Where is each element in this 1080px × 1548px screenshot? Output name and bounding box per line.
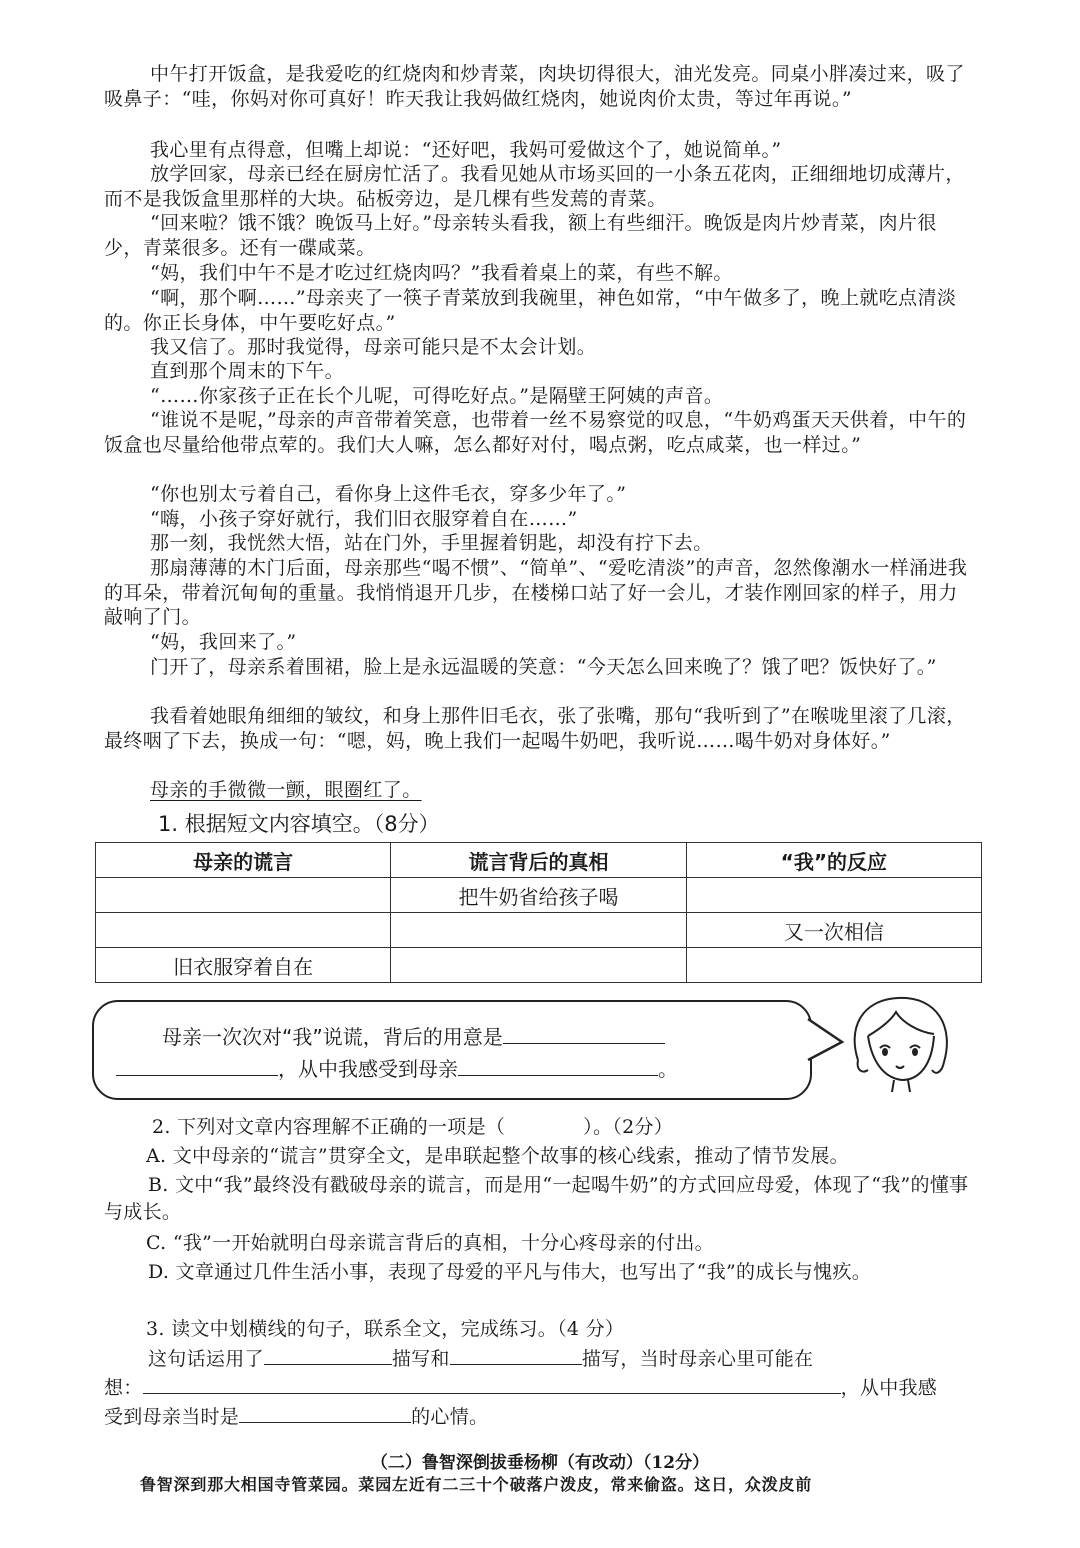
bubble-tail bbox=[796, 1016, 846, 1066]
story-paragraph: “啊，那个啊……”母亲夹了一筷子青菜放到我碗里，神色如常，“中午做多了，晚上就吃点清淡的。你正长身体，中午要吃好点。” bbox=[104, 287, 957, 334]
answer-blank[interactable] bbox=[143, 1375, 841, 1394]
answer-blank[interactable] bbox=[458, 1057, 658, 1076]
q3-text: 描写和 bbox=[391, 1348, 450, 1370]
q3-text: 想： bbox=[104, 1377, 143, 1399]
story-paragraph: 中午打开饭盒，是我爱吃的红烧肉和炒青菜，肉块切得很大，油光发亮。同桌小胖凑过来，吸了吸鼻子：“哇，你妈对你可真好！昨天我让我妈做红烧肉，她说肉价太贵，等过年再说。” bbox=[104, 63, 965, 110]
q3-text: 这句话运用了 bbox=[148, 1348, 264, 1370]
table-row bbox=[96, 913, 982, 948]
option-b[interactable]: B. 文中“我”最终没有戳破母亲的谎言，而是用“一起喝牛奶”的方式回应母爱，体现了“我”的懂事与成长。 bbox=[104, 1174, 969, 1223]
table-cell-input[interactable] bbox=[686, 878, 981, 913]
story-paragraph: 那扇薄薄的木门后面，母亲那些“喝不惯”、“简单”、“爱吃清淡”的声音，忽然像潮水一样涌进我的耳朵，带着沉甸甸的重量。我悄悄退开几步，在楼梯口站了好一会儿，才装作刚回家的样子，用力敲响了门。 bbox=[104, 557, 968, 628]
q3-text: 受到母亲当时是 bbox=[104, 1406, 240, 1428]
story-paragraph: “……你家孩子正在长个儿呢，可得吃好点。”是隔壁王阿姨的声音。 bbox=[150, 385, 724, 407]
table-cell-input[interactable] bbox=[96, 878, 391, 913]
q3-line-1 bbox=[148, 1346, 813, 1373]
girl-avatar-icon bbox=[846, 990, 956, 1095]
answer-blank[interactable] bbox=[450, 1346, 582, 1365]
answer-table bbox=[95, 842, 982, 983]
q3-text: 描写，当时母亲心里可能在 bbox=[581, 1348, 814, 1370]
story-paragraph: 我心里有点得意，但嘴上却说：“还好吧，我妈可爱做这个了，她说简单。” bbox=[150, 139, 782, 161]
q3-title: 3. 读文中划横线的句子，联系全文，完成练习。（4 分） bbox=[146, 1318, 625, 1340]
story-paragraph: 门开了，母亲系着围裙，脸上是永远温暖的笑意：“今天怎么回来晚了？饿了吧？饭快好了。” bbox=[150, 656, 937, 678]
answer-blank[interactable] bbox=[116, 1057, 278, 1076]
bubble-text: ，从中我感受到母亲 bbox=[278, 1057, 458, 1081]
story-paragraph: 我又信了。那时我觉得，母亲可能只是不太会计划。 bbox=[150, 336, 597, 358]
story-paragraph: “回来啦？饿不饿？晚饭马上好。”母亲转头看我，额上有些细汗。晚饭是肉片炒青菜，肉片很少，青菜很多。还有一碟咸菜。 bbox=[104, 212, 937, 259]
table-cell-input[interactable] bbox=[96, 913, 391, 948]
answer-blank[interactable] bbox=[503, 1025, 665, 1044]
table-cell-input[interactable] bbox=[391, 948, 686, 983]
option-d[interactable]: D. 文章通过几件生活小事，表现了母爱的平凡与伟大，也写出了“我”的成长与愧疚。 bbox=[148, 1261, 872, 1283]
story-paragraph: “妈，我们中午不是才吃过红烧肉吗？”我看着桌上的菜，有些不解。 bbox=[150, 262, 733, 284]
table-cell: 旧衣服穿着自在 bbox=[96, 948, 391, 983]
bubble-line-1 bbox=[162, 1024, 665, 1050]
table-header: 母亲的谎言 bbox=[96, 843, 391, 878]
q1-title: 1. 根据短文内容填空。（8分） bbox=[158, 812, 440, 836]
table-cell-input[interactable] bbox=[686, 948, 981, 983]
q2-title-text: 2. 下列对文章内容理解不正确的一项是（ bbox=[152, 1116, 506, 1138]
story-paragraph: “你也别太亏着自己，看你身上这件毛衣，穿多少年了。” bbox=[150, 483, 627, 505]
story-paragraph: 放学回家，母亲已经在厨房忙活了。我看见她从市场买回的一小条五花肉，正细细地切成薄片，而不是我饭盒里那样的大块。砧板旁边，是几棵有些发蔫的青菜。 bbox=[104, 163, 965, 210]
bubble-line-2 bbox=[116, 1056, 678, 1082]
table-header: “我”的反应 bbox=[686, 843, 981, 878]
q2-title bbox=[152, 1114, 673, 1141]
table-cell-input[interactable] bbox=[391, 913, 686, 948]
story-underlined-sentence bbox=[104, 778, 970, 803]
q2-title-end: ）。（2分） bbox=[583, 1116, 674, 1138]
speech-bubble bbox=[92, 1000, 812, 1100]
bubble-text: 母亲一次次对“我”说谎，背后的用意是 bbox=[162, 1025, 503, 1049]
section-text: 鲁智深到那大相国寺管菜园。菜园左近有二三十个破落户泼皮，常来偷盗。这日，众泼皮前 bbox=[140, 1475, 813, 1494]
option-c[interactable]: C. “我”一开始就明白母亲谎言背后的真相，十分心疼母亲的付出。 bbox=[146, 1232, 714, 1254]
answer-blank[interactable] bbox=[239, 1404, 411, 1423]
story-paragraph: “妈，我回来了。” bbox=[150, 631, 297, 653]
q3-line-2 bbox=[104, 1375, 937, 1402]
section-heading: （二）鲁智深倒拔垂杨柳（有改动）（12分） bbox=[370, 1453, 710, 1473]
option-a[interactable]: A. 文中母亲的“谎言”贯穿全文，是串联起整个故事的核心线索，推动了情节发展。 bbox=[146, 1145, 849, 1167]
answer-blank[interactable] bbox=[264, 1346, 392, 1365]
table-header-row bbox=[96, 843, 982, 878]
story-paragraph: “嗨，小孩子穿好就行，我们旧衣服穿着自在……” bbox=[150, 508, 578, 530]
q3-text: 的心情。 bbox=[411, 1406, 489, 1428]
table-header: 谎言背后的真相 bbox=[391, 843, 686, 878]
story-paragraph: 那一刻，我恍然大悟，站在门外，手里握着钥匙，却没有拧下去。 bbox=[150, 532, 713, 554]
table-cell: 把牛奶省给孩子喝 bbox=[391, 878, 686, 913]
bubble-text: 。 bbox=[658, 1057, 678, 1081]
table-row bbox=[96, 948, 982, 983]
q3-text: ，从中我感 bbox=[840, 1377, 938, 1399]
q3-line-3 bbox=[104, 1404, 488, 1431]
story-paragraph: 直到那个周末的下午。 bbox=[150, 360, 345, 382]
underlined-text: 母亲的手微微一颤，眼圈红了。 bbox=[150, 779, 422, 801]
table-row bbox=[96, 878, 982, 913]
table-cell: 又一次相信 bbox=[686, 913, 981, 948]
story-paragraph: 我看着她眼角细细的皱纹，和身上那件旧毛衣，张了张嘴，那句“我听到了”在喉咙里滚了几滚，最终咽了下去，换成一句：“嗯，妈，晚上我们一起喝牛奶吧，我听说……喝牛奶对身体好。” bbox=[104, 705, 966, 752]
story-paragraph: “谁说不是呢，”母亲的声音带着笑意，也带着一丝不易察觉的叹息，“牛奶鸡蛋天天供着，中午的饭盒也尽量给他带点荤的。我们大人嘛，怎么都好对付，喝点粥，吃点咸菜，也一样过。” bbox=[104, 409, 967, 456]
